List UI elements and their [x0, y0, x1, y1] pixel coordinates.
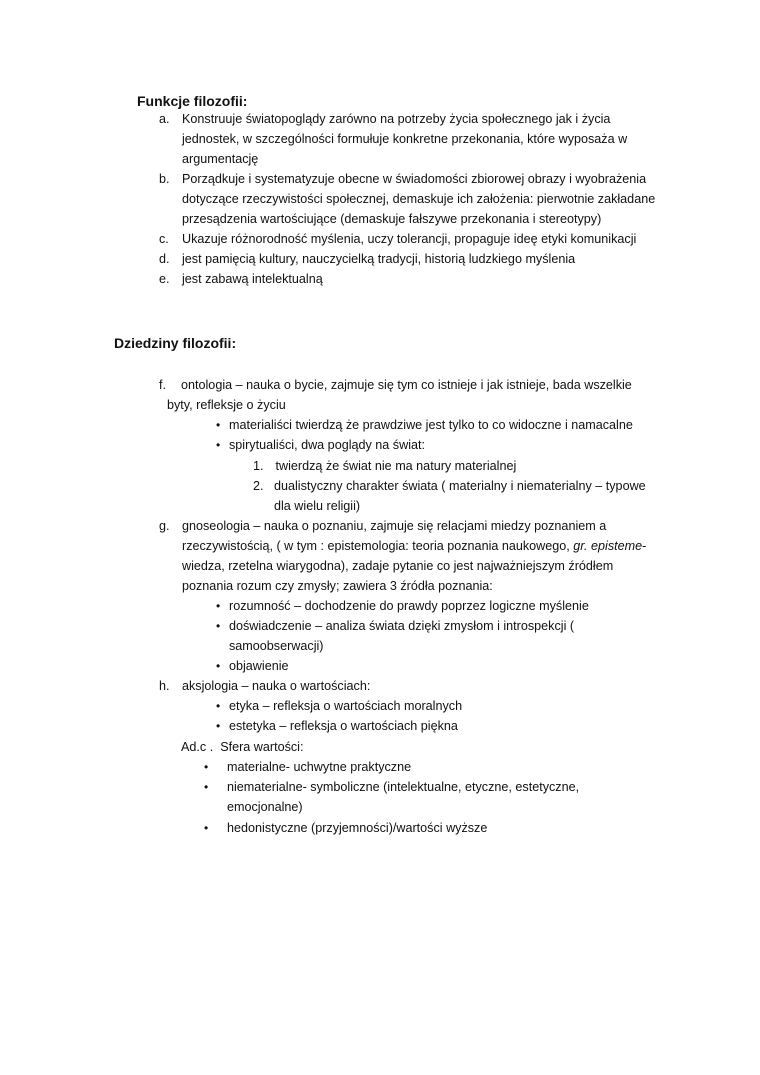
- list-marker: c.: [159, 232, 169, 246]
- list-item-text: dotyczące rzeczywistości społecznej, demaskuje ich założenia: pierwotnie zakładane: [182, 192, 656, 206]
- bullet-text: niematerialne- symboliczne (intelektualne, etyczne, estetyczne,: [227, 780, 580, 794]
- list-marker: 1.: [253, 459, 264, 473]
- list-item-text: [182, 536, 646, 556]
- list-item-text: jest zabawą intelektualną: [182, 272, 323, 286]
- bullet-text: materialiści twierdzą że prawdziwe jest tylko to co widoczne i namacalne: [229, 418, 633, 432]
- bullet-icon: •: [216, 659, 221, 673]
- bullet-icon: •: [204, 821, 209, 835]
- bullet-icon: •: [216, 699, 221, 713]
- list-marker: f.: [159, 378, 166, 392]
- bullet-text: materialne- uchwytne praktyczne: [227, 760, 412, 774]
- list-item-text: ontologia – nauka o bycie, zajmuje się tym co istnieje i jak istnieje, bada wszelkie: [181, 378, 632, 392]
- list-item-text: Porządkuje i systematyzuje obecne w świadomości zbiorowej obrazy i wyobrażenia: [182, 172, 647, 186]
- list-item-text: aksjologia – nauka o wartościach:: [182, 679, 371, 693]
- list-marker: g.: [159, 519, 170, 533]
- bullet-icon: •: [216, 719, 221, 733]
- text-run: -: [642, 539, 647, 553]
- list-item-text: poznania rozum czy zmysły; zawiera 3 źródła poznania:: [182, 579, 493, 593]
- bullet-text: doświadczenie – analiza świata dzięki zmysłom i introspekcji (: [229, 619, 575, 633]
- bullet-text: estetyka – refleksja o wartościach piękna: [229, 719, 458, 733]
- list-item-text: Konstruuje światopoglądy zarówno na potrzeby życia społecznego jak i życia: [182, 112, 611, 126]
- bullet-text: objawienie: [229, 659, 289, 673]
- list-item-text: twierdzą że świat nie ma natury materialnej: [272, 459, 517, 473]
- domains-heading: Dziedziny filozofii:: [114, 335, 237, 351]
- values-heading: Ad.c . Sfera wartości:: [181, 740, 304, 754]
- list-item-text: jest pamięcią kultury, nauczycielką tradycji, historią ludzkiego myślenia: [182, 252, 576, 266]
- list-item-text: przesądzenia wartościujące (demaskuje fałszywe przekonania i stereotypy): [182, 212, 602, 226]
- bullet-text: emocjonalne): [227, 800, 303, 814]
- list-item-text: byty, refleksje o życiu: [167, 398, 286, 412]
- text-run: rzeczywistością, ( w tym : epistemologia: teoria poznania naukowego,: [182, 539, 574, 553]
- bullet-icon: •: [216, 438, 221, 452]
- list-item-text: dualistyczny charakter świata ( materialny i niematerialny – typowe: [274, 479, 646, 493]
- list-item-text: Ukazuje różnorodność myślenia, uczy tolerancji, propaguje ideę etyki komunikacji: [182, 232, 637, 246]
- bullet-icon: •: [216, 619, 221, 633]
- italic-term: gr. episteme: [573, 539, 643, 553]
- functions-heading: Funkcje filozofii:: [137, 93, 248, 109]
- list-item-text: jednostek, w szczególności formułuje konkretne przekonania, które wyposaża w: [182, 132, 628, 146]
- bullet-text: spirytualiści, dwa poglądy na świat:: [229, 438, 425, 452]
- list-item-text: wiedza, rzetelna wiarygodna), zadaje pytanie co jest najważniejszym źródłem: [182, 559, 614, 573]
- bullet-icon: •: [204, 780, 209, 794]
- list-marker: b.: [159, 172, 170, 186]
- list-item-text: dla wielu religii): [274, 499, 361, 513]
- bullet-text: rozumność – dochodzenie do prawdy poprzez logiczne myślenie: [229, 599, 589, 613]
- bullet-text: samoobserwacji): [229, 639, 324, 653]
- list-marker: d.: [159, 252, 170, 266]
- bullet-icon: •: [216, 418, 221, 432]
- list-marker: 2.: [253, 479, 264, 493]
- list-item-text: gnoseologia – nauka o poznaniu, zajmuje się relacjami miedzy poznaniem a: [182, 519, 607, 533]
- bullet-icon: •: [204, 760, 209, 774]
- list-marker: e.: [159, 272, 170, 286]
- list-marker: a.: [159, 112, 170, 126]
- list-marker: h.: [159, 679, 170, 693]
- list-item-text: argumentację: [182, 152, 259, 166]
- bullet-text: hedonistyczne (przyjemności)/wartości wyższe: [227, 821, 488, 835]
- bullet-text: etyka – refleksja o wartościach moralnych: [229, 699, 463, 713]
- bullet-icon: •: [216, 599, 221, 613]
